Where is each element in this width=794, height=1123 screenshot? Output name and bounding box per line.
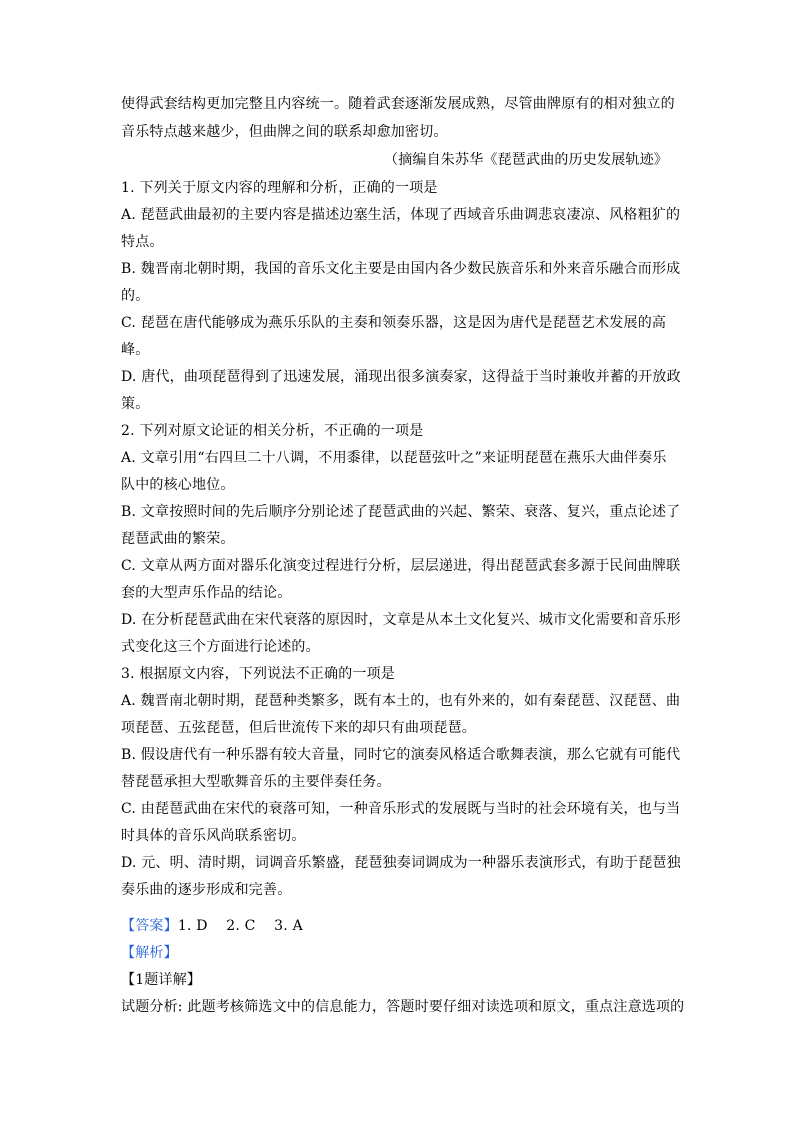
question-1-option-line: 峰。 bbox=[121, 342, 150, 358]
question-2-option-line: C. 文章从两方面对器乐化演变过程进行分析，层层递进，得出琵琶武套多源于民间曲牌联 bbox=[121, 558, 681, 574]
detail-label: 【1题详解】 bbox=[121, 972, 202, 988]
question-2-option-line: 队中的核心地位。 bbox=[121, 477, 235, 493]
answer-label: 【答案】 bbox=[121, 918, 178, 934]
analysis-label: 【解析】 bbox=[121, 945, 178, 961]
question-3-option-line: 项琵琶、五弦琵琶，但后世流传下来的却只有曲项琵琶。 bbox=[121, 720, 476, 736]
question-2-option-line: A. 文章引用“右四旦二十八调，不用黍律，以琵琶弦叶之”来证明琵琶在燕乐大曲伴奏乐 bbox=[121, 450, 667, 466]
question-2-option-line: 式变化这三个方面进行论述的。 bbox=[121, 639, 320, 655]
question-3-option-line: 时具体的音乐风尚联系密切。 bbox=[121, 828, 306, 844]
question-2-option-line: 套的大型声乐作品的结论。 bbox=[121, 585, 292, 601]
question-2-option-line: 琵琶武曲的繁荣。 bbox=[121, 531, 235, 547]
source-citation: （摘编自朱苏华《琵琶武曲的历史发展轨迹》 bbox=[384, 152, 668, 168]
question-3-option-line: 替琵琶承担大型歌舞音乐的主要伴奏任务。 bbox=[121, 774, 391, 790]
answer-row bbox=[121, 916, 303, 936]
question-1-option-line: 的。 bbox=[121, 288, 150, 304]
question-1-option-line: C. 琵琶在唐代能够成为燕乐乐队的主奏和领奏乐器，这是因为唐代是琵琶艺术发展的高 bbox=[121, 315, 667, 331]
question-3-option-line: C. 由琵琶武曲在宋代的衰落可知，一种音乐形式的发展既与当时的社会环境有关，也与当 bbox=[121, 801, 681, 817]
question-1-option-line: A. 琵琶武曲最初的主要内容是描述边塞生活，体现了西域音乐曲调悲哀凄凉、风格粗犷的 bbox=[121, 207, 681, 223]
analysis-text: 试题分析: 此题考核筛选文中的信息能力，答题时要仔细对读选项和原文，重点注意选项的 bbox=[121, 999, 685, 1015]
question-1-option-line: 策。 bbox=[121, 396, 150, 412]
question-3-stem: 3. 根据原文内容，下列说法不正确的一项是 bbox=[121, 666, 396, 682]
question-1-option-line: 特点。 bbox=[121, 234, 164, 250]
question-1-stem: 1. 下列关于原文内容的理解和分析，正确的一项是 bbox=[121, 180, 438, 196]
passage-line: 使得武套结构更加完整且内容统一。随着武套逐渐发展成熟，尽管曲牌原有的相对独立的 bbox=[121, 96, 675, 112]
question-1-option-line: B. 魏晋南北朝时期，我国的音乐文化主要是由国内各少数民族音乐和外来音乐融合而形成 bbox=[121, 261, 681, 277]
passage-line: 音乐特点越来越少，但曲牌之间的联系却愈加密切。 bbox=[121, 124, 448, 140]
answer-text: 1. D 2. C 3. A bbox=[177, 918, 303, 934]
question-3-option-line: 奏乐曲的逐步形成和完善。 bbox=[121, 882, 292, 898]
question-3-option-line: B. 假设唐代有一种乐器有较大音量，同时它的演奏风格适合歌舞表演，那么它就有可能代 bbox=[121, 747, 681, 763]
question-2-option-line: B. 文章按照时间的先后顺序分别论述了琵琶武曲的兴起、繁荣、衰落、复兴，重点论述了 bbox=[121, 504, 681, 520]
question-2-option-line: D. 在分析琵琶武曲在宋代衰落的原因时，文章是从本土文化复兴、城市文化需要和音乐形 bbox=[121, 612, 681, 628]
question-3-option-line: D. 元、明、清时期，词调音乐繁盛，琵琶独奏词调成为一种器乐表演形式，有助于琵琶独 bbox=[121, 855, 681, 871]
question-2-stem: 2. 下列对原文论证的相关分析，不正确的一项是 bbox=[121, 423, 424, 439]
question-3-option-line: A. 魏晋南北朝时期，琵琶种类繁多，既有本土的，也有外来的，如有秦琵琶、汉琵琶、曲 bbox=[121, 693, 681, 709]
question-1-option-line: D. 唐代，曲项琵琶得到了迅速发展，涌现出很多演奏家，这得益于当时兼收并蓄的开放政 bbox=[121, 369, 681, 385]
